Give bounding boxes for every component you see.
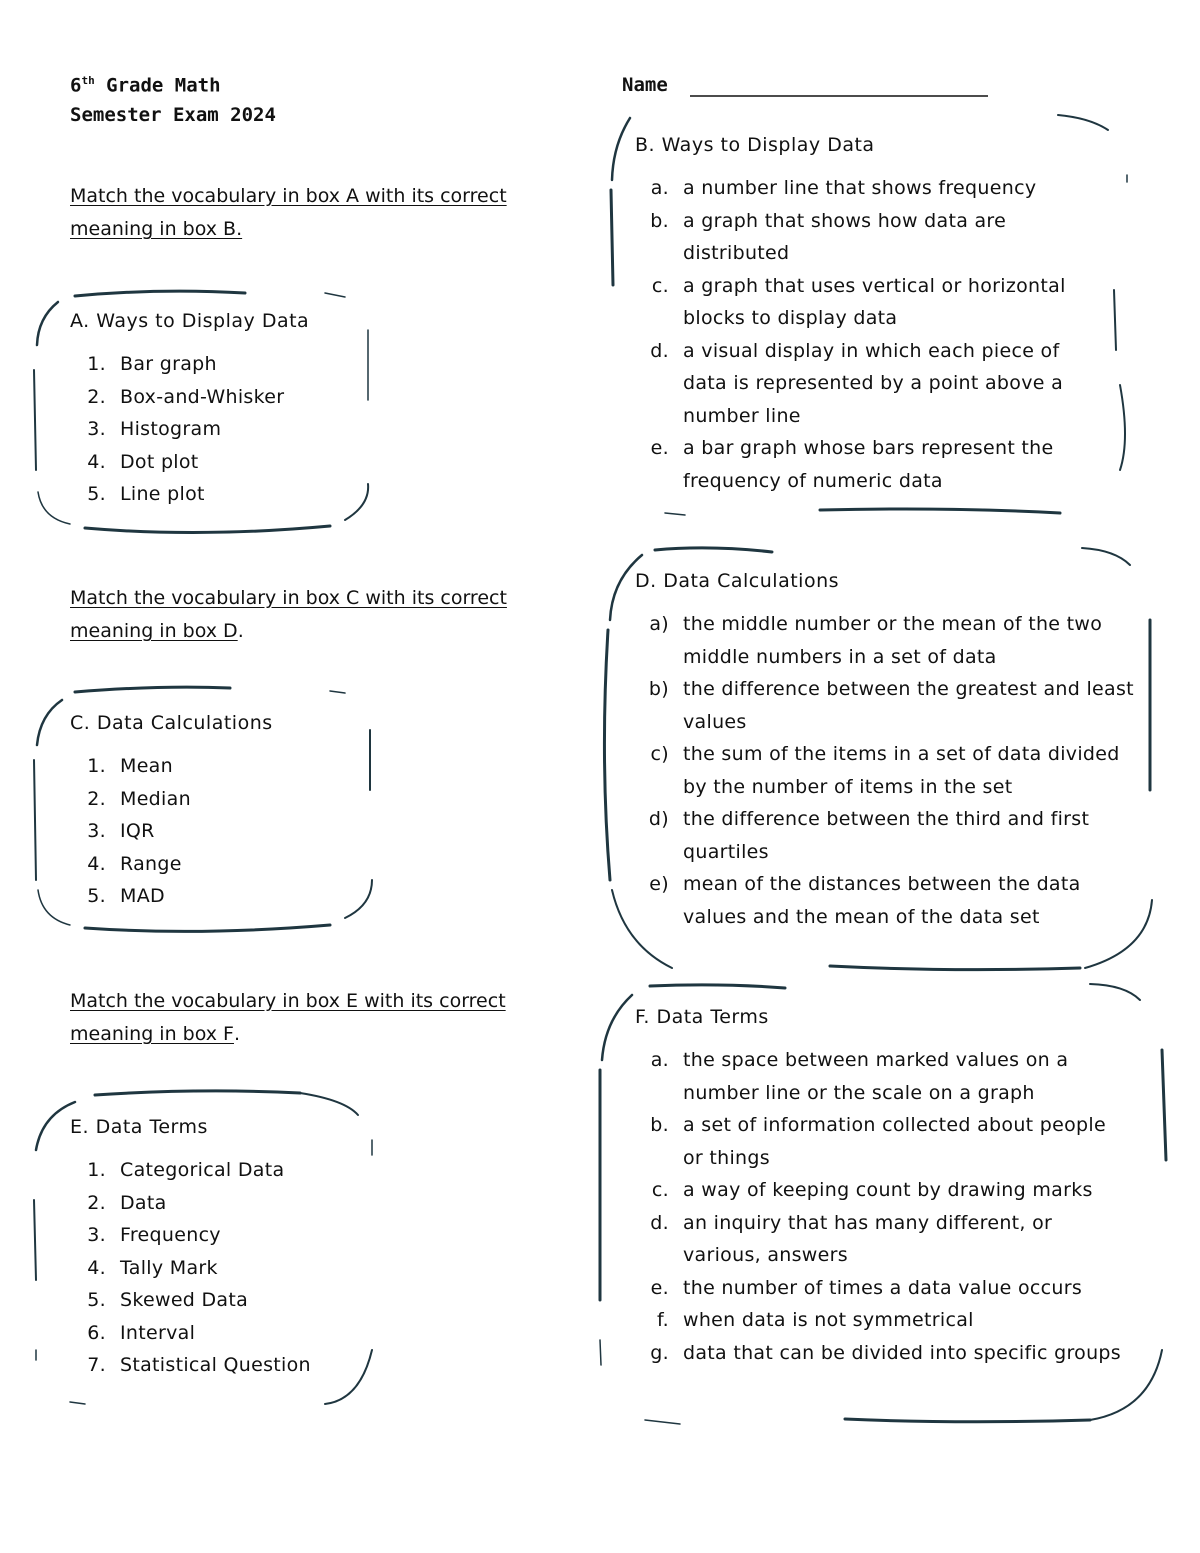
box-b-item-text: a visual display in which each piece of data is represented by a point above a number line xyxy=(683,339,1064,427)
box-b-item-text: a bar graph whose bars represent the frequency of numeric data xyxy=(683,437,1054,492)
box-b-item-marker: e. xyxy=(650,437,669,459)
box-f-item xyxy=(635,1174,1130,1207)
box-d-item-marker: e) xyxy=(649,873,669,895)
box-b-item-text: a graph that uses vertical or horizontal blocks to display data xyxy=(683,274,1066,329)
box-e-item-text: Categorical Data xyxy=(120,1159,285,1181)
box-a-item xyxy=(70,413,370,446)
box-e-item-marker: 2. xyxy=(87,1191,106,1214)
box-e-item-marker: 6. xyxy=(87,1321,106,1344)
box-a-item xyxy=(70,478,370,511)
box-d-item-text: the sum of the items in a set of data divided by the number of items in the set xyxy=(683,743,1120,798)
box-e-item xyxy=(70,1349,370,1382)
box-f xyxy=(635,1006,1155,1369)
box-c-item xyxy=(70,848,370,881)
box-f-item xyxy=(635,1044,1130,1109)
instruction-ab: Match the vocabulary in box A with its correct meaning in box B. xyxy=(70,185,507,240)
box-c-item-marker: 5. xyxy=(87,885,106,907)
box-b-item-marker: d. xyxy=(650,339,669,362)
box-a-item xyxy=(70,348,370,381)
box-b-item-marker: b. xyxy=(650,209,669,232)
box-f-item-text: a set of information collected about people or things xyxy=(683,1114,1106,1169)
box-f-item xyxy=(635,1207,1130,1272)
box-c-item xyxy=(70,783,370,816)
box-a-title: A. Ways to Display Data xyxy=(70,310,310,332)
box-e-item xyxy=(70,1187,370,1220)
box-f-item xyxy=(635,1304,1130,1337)
box-c-item-marker: 1. xyxy=(87,755,106,777)
box-f-item-marker: a. xyxy=(650,1049,669,1071)
box-f-item-marker: c. xyxy=(651,1179,669,1201)
box-a-item-text: Dot plot xyxy=(120,450,199,473)
box-e-item-text: Skewed Data xyxy=(120,1289,249,1311)
box-f-item-marker: f. xyxy=(657,1309,669,1331)
box-c-title: C. Data Calculations xyxy=(70,712,273,734)
box-d-item xyxy=(635,673,1140,738)
box-b-item xyxy=(635,432,1100,497)
box-a-item-text: Line plot xyxy=(120,483,205,505)
box-d-item-text: the difference between the greatest and least values xyxy=(683,678,1134,733)
box-d-item xyxy=(635,803,1140,868)
box-e-item xyxy=(70,1284,370,1317)
box-e-item-marker: 7. xyxy=(87,1354,106,1376)
name-field[interactable] xyxy=(690,72,988,96)
box-f-item xyxy=(635,1272,1130,1305)
box-c-item-text: Mean xyxy=(120,755,173,777)
box-c-item xyxy=(70,815,370,848)
box-f-item-marker: e. xyxy=(650,1276,669,1299)
box-e-item-marker: 5. xyxy=(87,1289,106,1311)
box-b-list xyxy=(635,172,1100,497)
box-e-item-text: Tally Mark xyxy=(120,1256,218,1279)
box-a-item-marker: 5. xyxy=(87,483,106,505)
box-d-list xyxy=(635,608,1140,933)
box-f-item-text: an inquiry that has many different, or various, answers xyxy=(683,1211,1053,1266)
box-d xyxy=(635,570,1155,933)
box-d-item-text: mean of the distances between the data values and the mean of the data set xyxy=(683,873,1081,928)
box-d-item-text: the difference between the third and first quartiles xyxy=(683,808,1090,863)
box-b-item xyxy=(635,270,1100,335)
box-d-item xyxy=(635,608,1140,673)
box-c-item-marker: 2. xyxy=(87,787,106,810)
box-f-item-text: the space between marked values on a number line or the scale on a graph xyxy=(683,1049,1069,1104)
box-f-item xyxy=(635,1109,1130,1174)
box-c-list xyxy=(70,750,370,913)
box-e-item-marker: 1. xyxy=(87,1159,106,1181)
box-c-item-marker: 4. xyxy=(87,852,106,875)
box-f-item-text: the number of times a data value occurs xyxy=(683,1276,1083,1299)
box-f-item xyxy=(635,1337,1130,1370)
box-b-item xyxy=(635,205,1100,270)
box-c-item xyxy=(70,750,370,783)
box-d-item-marker: c) xyxy=(650,743,669,765)
box-e-item xyxy=(70,1219,370,1252)
box-f-list xyxy=(635,1044,1130,1369)
box-a-item xyxy=(70,381,370,414)
box-e-item xyxy=(70,1317,370,1350)
box-a xyxy=(70,310,370,511)
box-d-item xyxy=(635,868,1140,933)
box-a-item-marker: 1. xyxy=(87,353,106,375)
box-a-list xyxy=(70,348,370,511)
box-d-item-text: the middle number or the mean of the two middle numbers in a set of data xyxy=(683,613,1103,668)
box-b-title: B. Ways to Display Data xyxy=(635,134,875,156)
box-c-item-text: MAD xyxy=(120,885,165,907)
box-c-item-text: Median xyxy=(120,787,191,810)
box-a-item-text: Box-and-Whisker xyxy=(120,385,285,408)
box-c-item-text: IQR xyxy=(120,820,155,842)
box-a-item xyxy=(70,446,370,479)
box-b-item-marker: a. xyxy=(650,177,669,199)
box-a-item-text: Histogram xyxy=(120,418,222,440)
box-f-title: F. Data Terms xyxy=(635,1006,769,1028)
box-e-item-marker: 4. xyxy=(87,1256,106,1279)
box-d-item xyxy=(635,738,1140,803)
instruction-ef: Match the vocabulary in box E with its correct meaning in box F. xyxy=(70,990,506,1045)
box-e-item xyxy=(70,1154,370,1187)
box-b-item-marker: c. xyxy=(651,274,669,297)
box-b-item-text: a graph that shows how data are distributed xyxy=(683,209,1007,264)
box-f-item-text: data that can be divided into specific groups xyxy=(683,1341,1121,1364)
box-e xyxy=(70,1116,370,1382)
box-c-item xyxy=(70,880,370,913)
grade-title: 6th Grade Math xyxy=(70,74,221,97)
box-d-item-marker: d) xyxy=(648,808,669,830)
box-a-item-marker: 2. xyxy=(87,385,106,408)
box-e-item-text: Data xyxy=(120,1191,167,1214)
box-e-title: E. Data Terms xyxy=(70,1116,208,1138)
box-e-item-marker: 3. xyxy=(87,1224,106,1246)
box-e-item-text: Interval xyxy=(120,1321,196,1344)
box-f-item-marker: d. xyxy=(650,1211,669,1234)
exam-title: Semester Exam 2024 xyxy=(70,104,276,126)
box-a-item-marker: 4. xyxy=(87,450,106,473)
box-d-title: D. Data Calculations xyxy=(635,570,840,592)
instruction-cd: Match the vocabulary in box C with its correct meaning in box D. xyxy=(70,587,507,642)
box-b-item xyxy=(635,335,1100,433)
box-c xyxy=(70,712,370,913)
box-c-item-text: Range xyxy=(120,852,182,875)
box-b-item xyxy=(635,172,1100,205)
box-f-item-marker: b. xyxy=(650,1114,669,1136)
box-a-item-marker: 3. xyxy=(87,418,106,440)
box-e-item-text: Frequency xyxy=(120,1224,221,1246)
box-c-item-marker: 3. xyxy=(87,820,106,842)
box-b-item-text: a number line that shows frequency xyxy=(683,177,1037,199)
box-d-item-marker: b) xyxy=(648,678,669,700)
box-a-item-text: Bar graph xyxy=(120,353,217,375)
box-b xyxy=(635,134,1135,497)
box-f-item-text: a way of keeping count by drawing marks xyxy=(683,1179,1093,1201)
box-f-item-marker: g. xyxy=(650,1341,669,1364)
box-e-list xyxy=(70,1154,370,1382)
box-d-item-marker: a) xyxy=(649,613,669,635)
box-e-item-text: Statistical Question xyxy=(120,1354,311,1376)
box-e-item xyxy=(70,1252,370,1285)
name-label: Name xyxy=(622,74,668,96)
box-f-item-text: when data is not symmetrical xyxy=(683,1309,974,1331)
